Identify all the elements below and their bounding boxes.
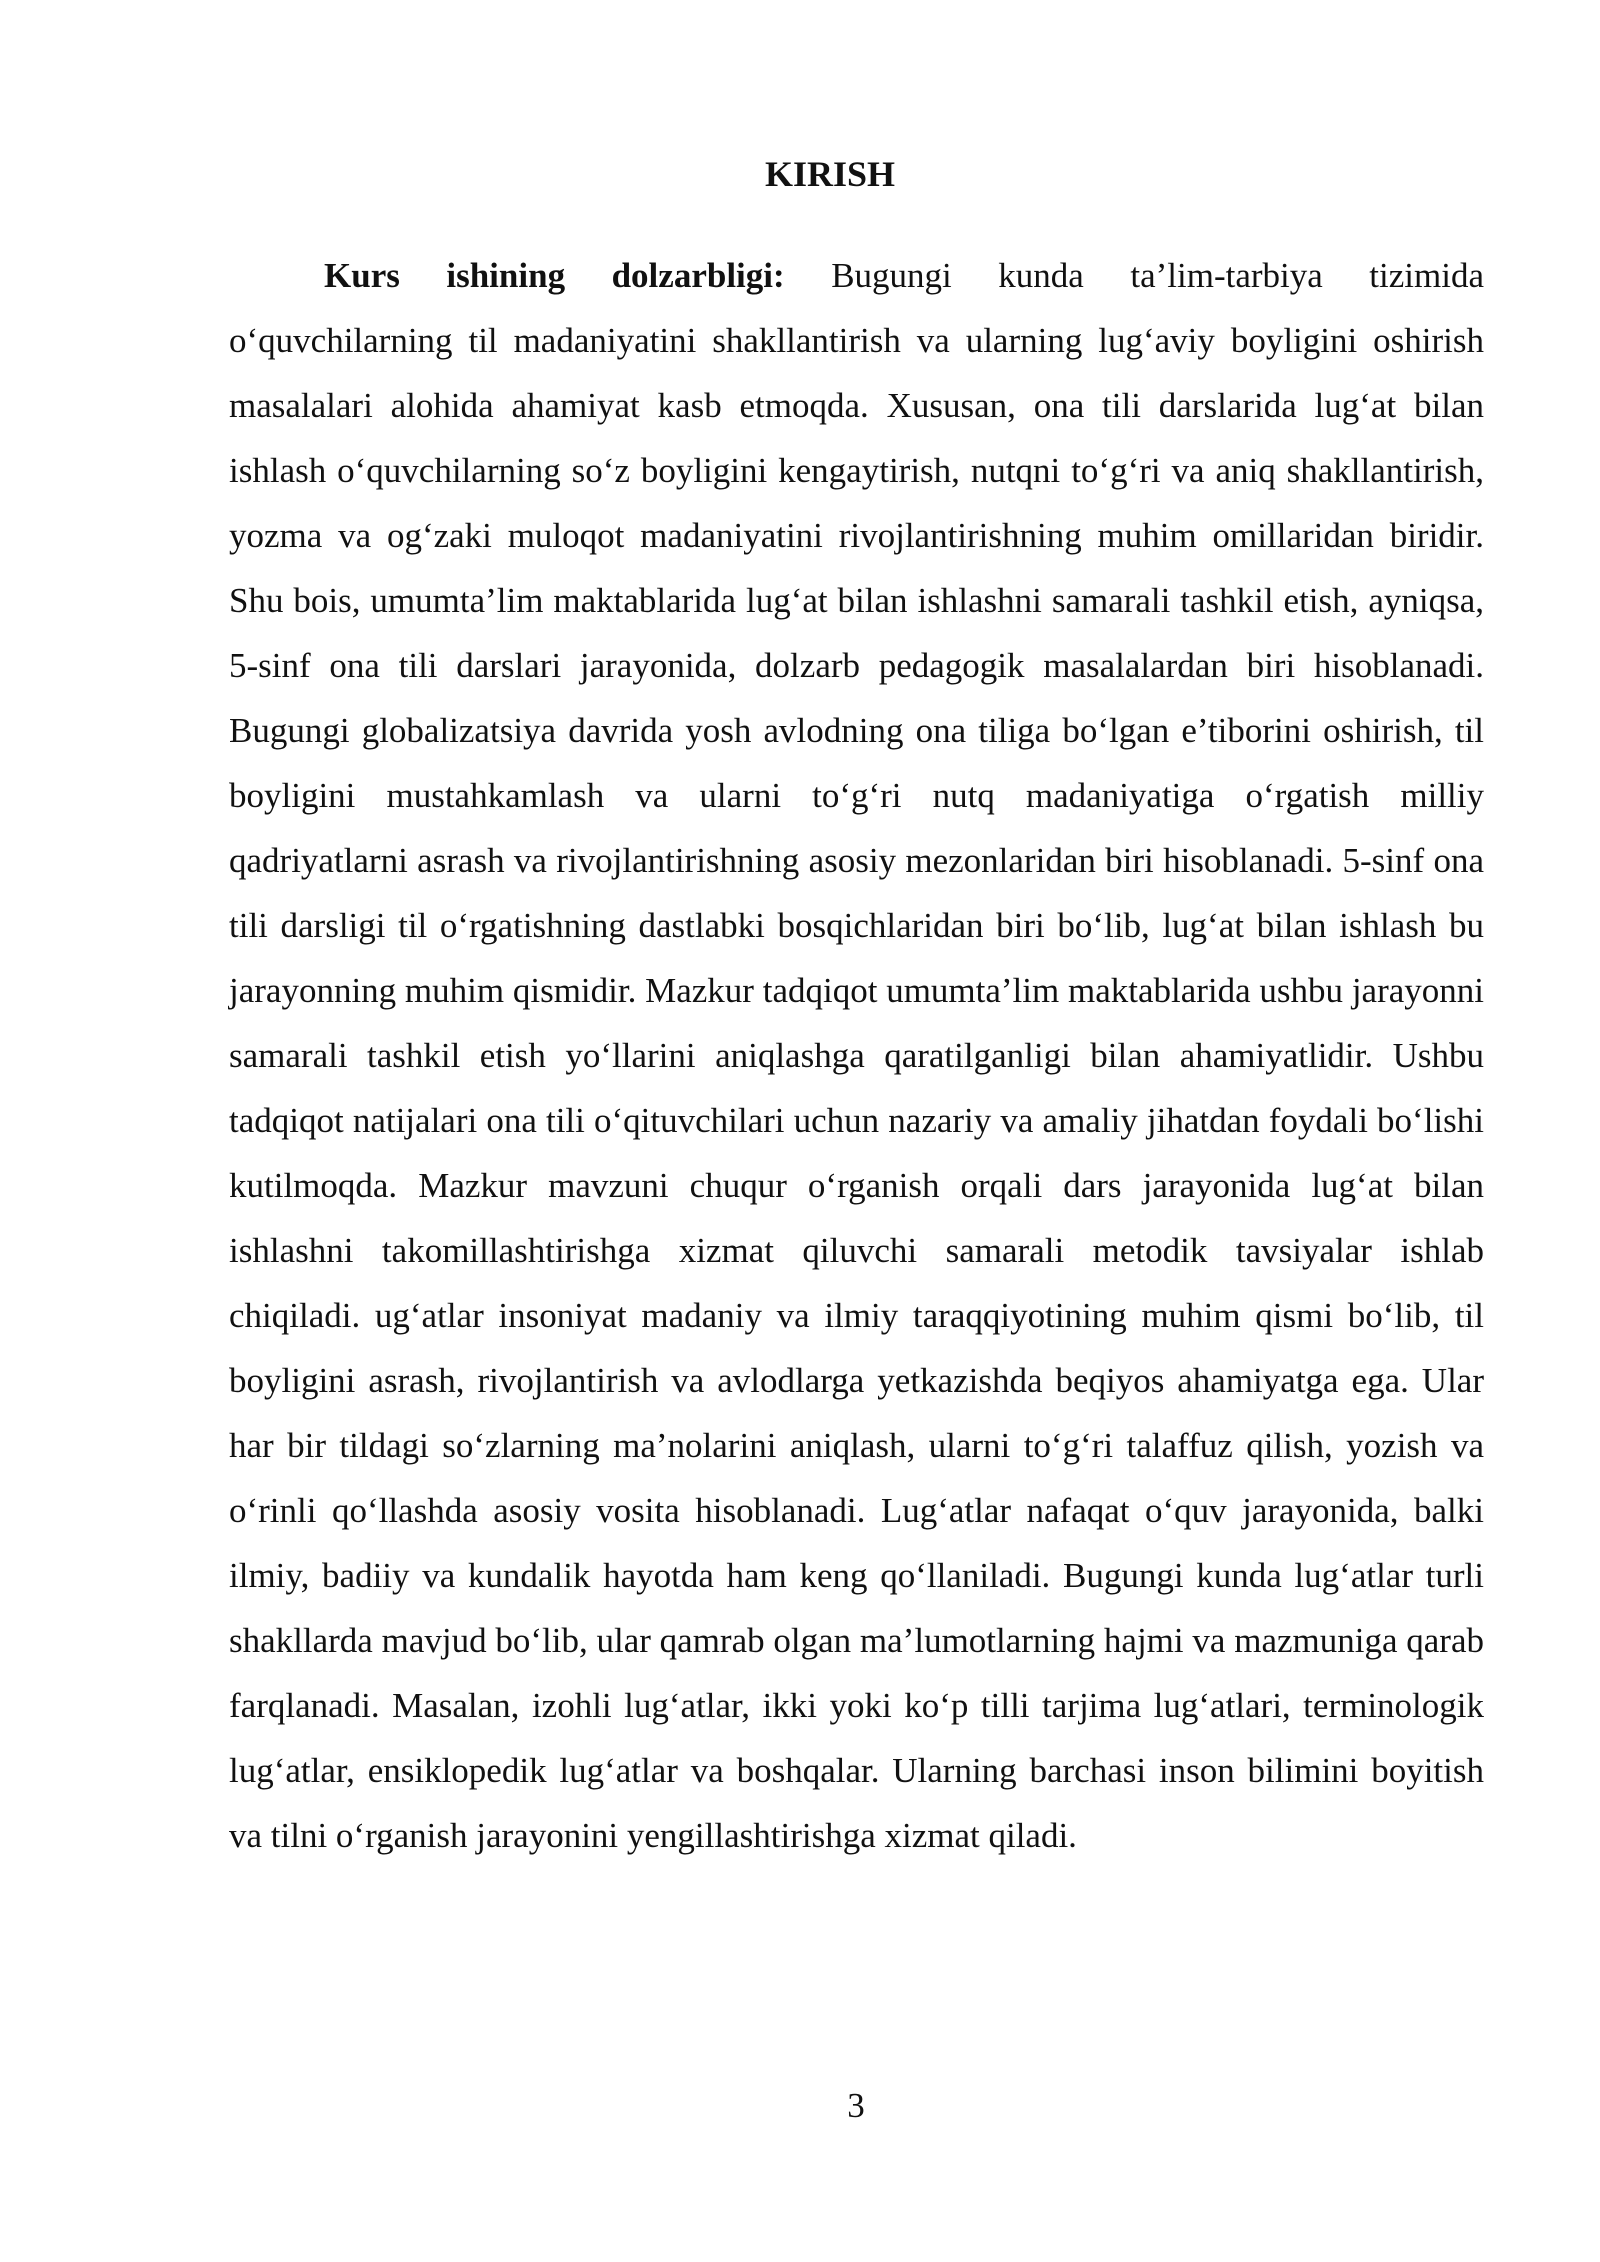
paragraph-text: Bugungi kunda ta’lim-tarbiya tizimida o‘quvchilarning til madaniyatini shakllantirish va ularning lug‘aviy boyligini oshirish masalalari alohida ahamiyat kasb etmoqda. Xususan, ona tili darslarida lug‘at bilan ishlash o‘quvchilarning so‘z boyligini kengaytirish, nutqni to‘g‘ri va aniq shakllantirish, yozma va og‘zaki muloqot madaniyatini rivojlantirishning muhim omillaridan biridir. Shu bois, umumta’lim maktablarida lug‘at bilan ishlashni samarali tashkil etish, ayniqsa, 5-sinf ona tili darslari jarayonida, dolzarb pedagogik masalalardan biri hisoblanadi. Bugungi globalizatsiya davrida yosh avlodning ona tiliga bo‘lgan e’tiborini oshirish, til boyligini mustahkamlash va ularni to‘g‘ri nutq madaniyatiga o‘rgatish milliy qadriyatlarni asrash va rivojlantirishning asosiy mezonlaridan biri hisoblanadi. 5-sinf ona tili darsligi til o‘rgatishning dastlabki bosqichlaridan biri bo‘lib, lug‘at bilan ishlash bu jarayonning muhim qismidir. Mazkur tadqiqot umumta’lim maktablarida ushbu jarayonni samarali tashkil etish yo‘llarini aniqlashga qaratilganligi bilan ahamiyatlidir. Ushbu tadqiqot natijalari ona tili o‘qituvchilari uchun nazariy va amaliy jihatdan foydali bo‘lishi kutilmoqda. Mazkur mavzuni chuqur o‘rganish orqali dars jarayonida lug‘at bilan ishlashni takomillashtirishga xizmat qiluvchi samarali metodik tavsiyalar ishlab chiqiladi. ug‘atlar insoniyat madaniy va ilmiy taraqqiyotining muhim qismi bo‘lib, til boyligini asrash, rivojlantirish va avlodlarga yetkazishda beqiyos ahamiyatga ega. Ular har bir tildagi so‘zlarning ma’nolarini aniqlash, ularni to‘g‘ri talaffuz qilish, yozish va o‘rinli qo‘llashda asosiy vosita hisoblanadi. Lug‘atlar nafaqat o‘quv jarayonida, balki ilmiy, badiiy va kundalik hayotda ham keng qo‘llaniladi. Bugungi kunda lug‘atlar turli shakllarda mavjud bo‘lib, ular qamrab olgan ma’lumotlarning hajmi va mazmuniga qarab farqlanadi. Masalan, izohli lug‘atlar, ikki yoki ko‘p tilli tarjima lug‘atlari, terminologik lug‘atlar, ensiklopedik lug‘atlar va boshqalar. Ularning barchasi inson bilimini boyitish va tilni o‘rganish jarayonini yengillashtirishga xizmat qiladi. (229, 256, 1484, 1855)
page-number: 3 (847, 2086, 865, 2125)
body-paragraph (229, 243, 1484, 1868)
section-heading: KIRISH (764, 154, 896, 194)
paragraph-lead: Kurs ishining dolzarbligi: (324, 256, 785, 295)
